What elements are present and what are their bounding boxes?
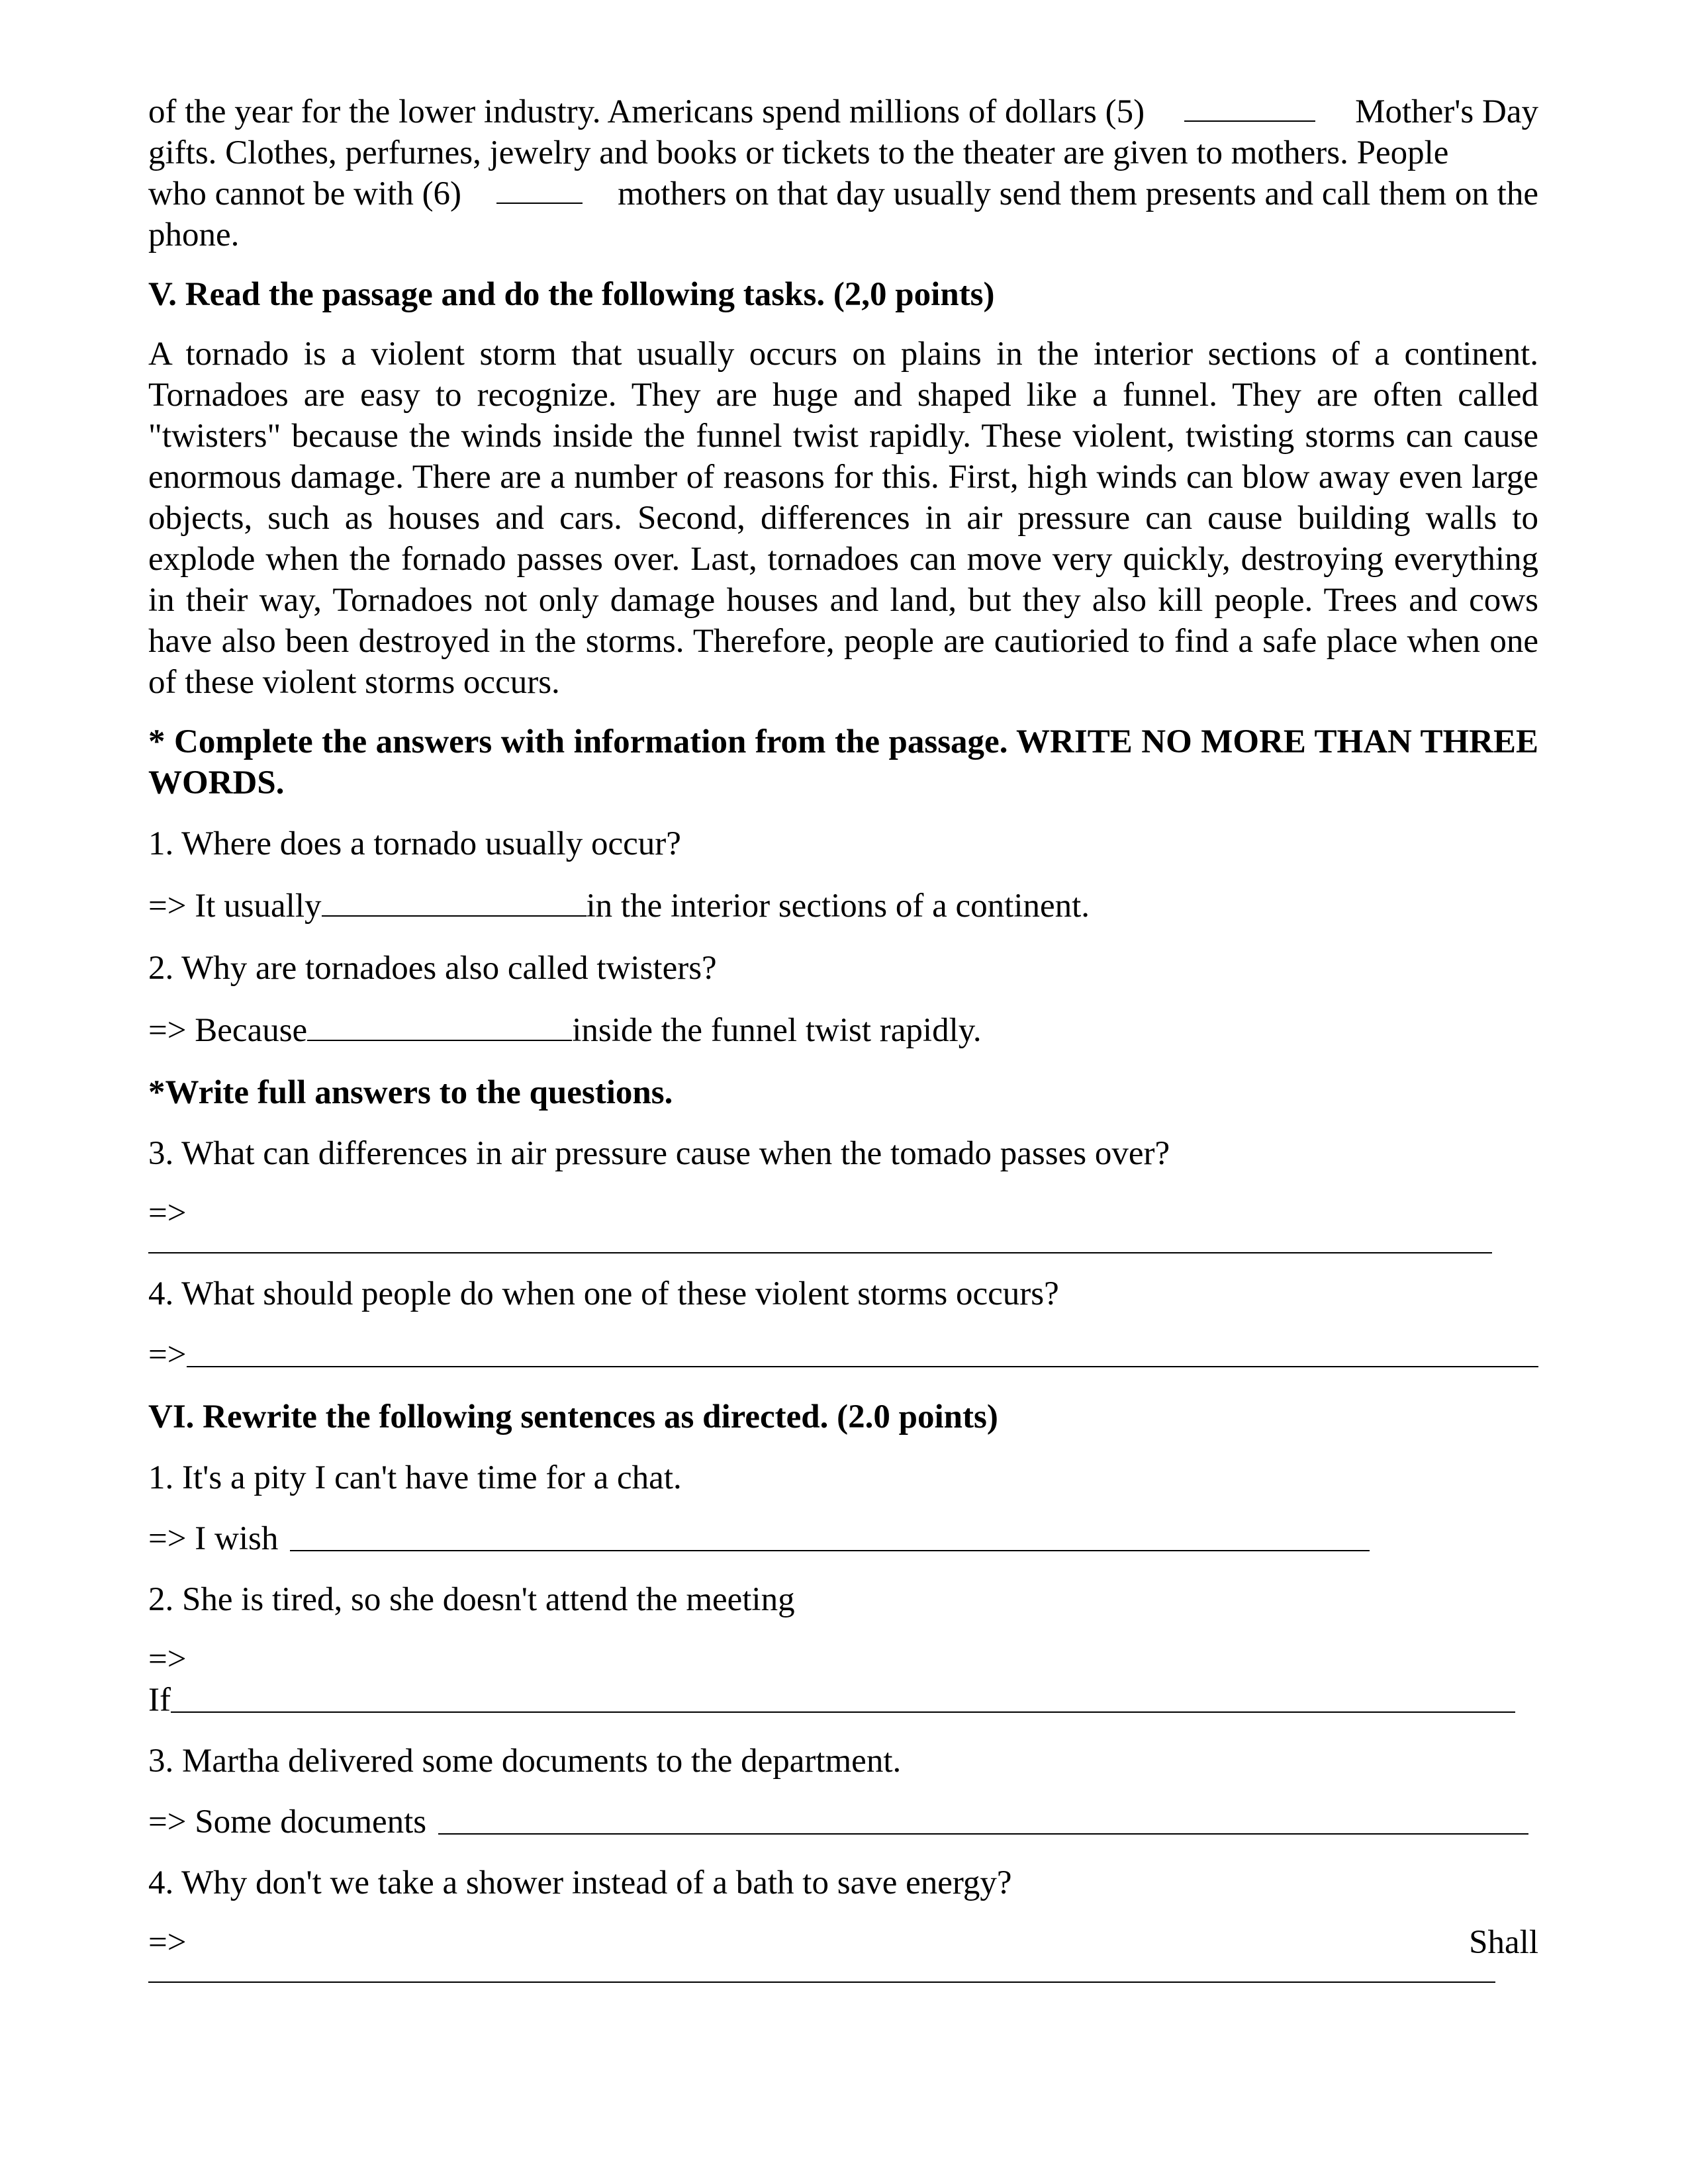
answer-4-blank[interactable] [187,1366,1538,1367]
answer-1-blank[interactable] [322,886,586,917]
blank-5 [1184,91,1315,122]
blank-6 [496,173,583,204]
rewrite-1-prefix: => I wish [148,1520,279,1557]
rewrite-3-line [148,1801,1528,1843]
rewrite-4-header [148,1922,1538,1963]
answer-3-prefix: => [148,1195,187,1232]
rewrite-4-right: Shall [1469,1924,1538,1961]
question-4: 4. What should people do when one of these violent storms occurs? [148,1275,1059,1312]
rewrite-3-blank[interactable] [438,1833,1528,1835]
answer-2-prefix: => Because [148,1012,308,1049]
rewrite-2-line [148,1680,1515,1721]
intro-line1-a: of the year for the lower industry. Americans spend millions of dollars (5) [148,93,1145,130]
answer-2-suffix: inside the funnel twist rapidly. [572,1012,982,1049]
answer-1-line [148,886,1538,927]
tornado-passage: A tornado is a violent storm that usually occurs on plains in the interior sections of a continent. Tornadoes are easy to recognize. They are huge and shaped like a funnel. They are often called "twisters" because the winds inside the funnel twist rapidly. These violent, twisting storms can cause enormous damage. There are a number of reasons for this. First, high winds can blow away even large objects, such as houses and cars. Second, differences in air pressure can cause building walls to explode when the fornado passes over. Last, tornadoes can move very quickly, destroying everything in their way, Tornadoes not only damage houses and land, but they also kill people. Trees and cows have also been destroyed in the storms. Therefore, people are cautioried to find a safe place when one of these violent storms occurs. [148,336,1538,701]
answer-4-prefix: => [148,1336,187,1373]
section-6-heading: VI. Rewrite the following sentences as directed. (2.0 points) [148,1398,998,1435]
answer-2-blank[interactable] [307,1011,572,1041]
instruction-full-answers: *Write full answers to the questions. [148,1074,673,1111]
intro-line4: phone. [148,216,240,253]
intro-paragraph [148,91,1538,255]
question-2: 2. Why are tornadoes also called twisters? [148,950,717,987]
rewrite-2-blank[interactable] [171,1711,1515,1713]
intro-line3-a: who cannot be with (6) [148,175,462,212]
worksheet-page [148,91,1538,1983]
question-1: 1. Where does a tornado usually occur? [148,825,681,862]
answer-3-line[interactable] [148,1252,1492,1253]
rewrite-4-line[interactable] [148,1981,1495,1983]
sentence-1: 1. It's a pity I can't have time for a chat. [148,1459,682,1496]
question-3: 3. What can differences in air pressure cause when the tomado passes over? [148,1135,1170,1172]
rewrite-3-prefix: => Some documents [148,1803,427,1841]
instruction-complete-answers: * Complete the answers with information from the passage. WRITE NO MORE THAN THREE WORDS. [148,723,1538,801]
rewrite-1-blank[interactable] [290,1550,1370,1551]
intro-line3-b: mothers on that day usually send them presents and call them on the [618,175,1538,212]
rewrite-2-prefix: If [148,1682,171,1719]
intro-line1-b: Mother's Day [1355,93,1538,130]
rewrite-4-prefix: => [148,1924,187,1961]
rewrite-2-arrow: => [148,1641,187,1678]
sentence-2: 2. She is tired, so she doesn't attend the meeting [148,1581,795,1618]
sentence-3: 3. Martha delivered some documents to the department. [148,1743,902,1780]
answer-1-prefix: => It usually [148,887,322,925]
section-5-heading: V. Read the passage and do the following tasks. (2,0 points) [148,276,995,313]
rewrite-1-line [148,1518,1370,1559]
sentence-4: 4. Why don't we take a shower instead of a bath to save energy? [148,1864,1012,1901]
answer-2-line [148,1010,1538,1051]
intro-line2: gifts. Clothes, perfurnes, jewelry and books or tickets to the theater are given to mothers. People [148,134,1449,171]
answer-4-line [148,1334,1538,1375]
answer-1-suffix: in the interior sections of a continent. [586,887,1090,925]
